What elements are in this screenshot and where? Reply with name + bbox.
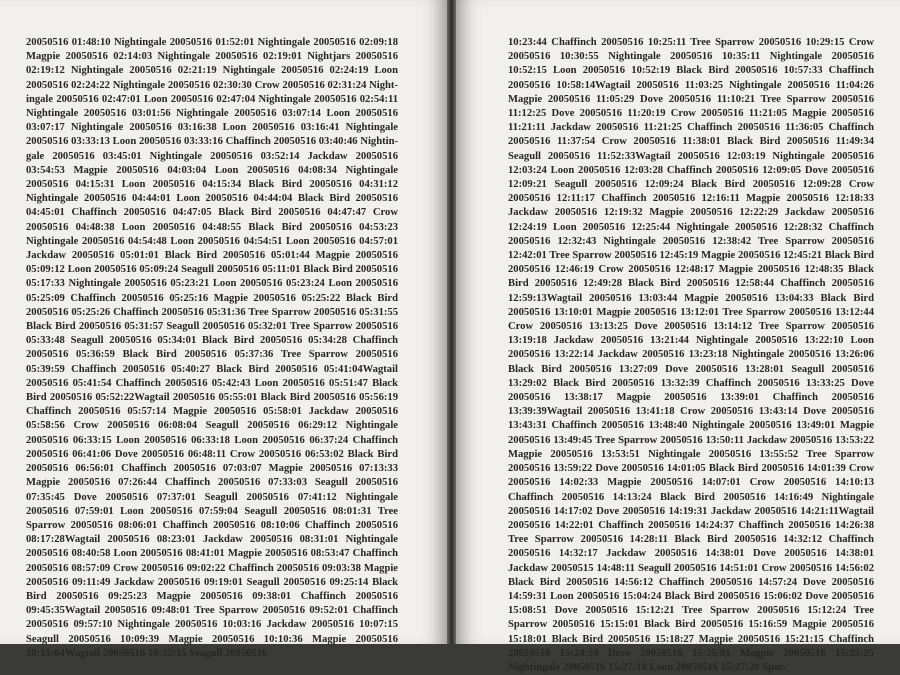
book-gutter [447,0,456,644]
left-page-text: 20050516 01:48:10 Nightingale 20050516 01:52:01 Nightingale 20050516 02:09:18 Magpie 20050516 02:14:03 Nightingale 20050516 02:19:01 Nightjars 20050516 02:19:12 Nightingale 20050516 02:21:19 Nightingale 20050516 02:24:19 Loon 20050516 02:24:22 Nightingale 20050516 02:30:30 Crow 20050516 02:31:24 Nightingale 20050516 02:47:01 Loon 20050516 02:47:04 Nightingale 20050516 02:54:11 Nightingale 20050516 03:01:56 Nightingale 20050516 03:07:14 Loon 20050516 03:07:17 Nightingale 20050516 03:16:38 Loon 20050516 03:16:41 Nightingale 20050516 03:33:13 Loon 20050516 03:33:16 Chaffinch 20050516 03:40:46 Nightingale 20050516 03:45:01 Nightingale 20050516 03:52:14 Jackdaw 20050516 03:54:53 Magpie 20050516 04:03:04 Loon 20050516 04:08:34 Nightingale 20050516 04:15:31 Loon 20050516 04:15:34 Black Bird 20050516 04:31:12 Nightingale 20050516 04:44:01 Loon 20050516 04:44:04 Black Bird 20050516 04:45:01 Chaffinch 20050516 04:47:05 Black Bird 20050516 04:47:47 Crow 20050516 04:48:38 Loon 20050516 04:48:55 Black Bird 20050516 04:53:23 Nightingale 20050516 04:54:48 Loon 20050516 04:54:51 Loon 20050516 04:57:01 Jackdaw 20050516 05:01:01 Black Bird 20050516 05:01:44 Magpie 20050516 05:09:12 Loon 20050516 05:09:24 Seagull 20050516 05:11:01 Black Bird 20050516 05:17:33 Nightingale 20050516 05:23:21 Loon 20050516 05:23:24 Loon 20050516 05:25:09 Chaffinch 20050516 05:25:16 Magpie 20050516 05:25:22 Black Bird 20050516 05:25:26 Chaffinch 20050516 05:31:36 Tree Sparrow 20050516 05:31:55 Black Bird 20050516 05:31:57 Seagull 20050516 05:32:01 Tree Sparrow 20050516 05:33:48 Seagull 20050516 05:34:01 Black Bird 20050516 05:34:28 Chaffinch 20050516 05:36:59 Black Bird 20050516 05:37:36 Tree Sparrow 20050516 05:39:59 Chaffinch 20050516 05:40:27 Black Bird 20050516 05:41:04Wagtail 20050516 05:41:54 Chaffinch 20050516 05:42:43 Loon 20050516 05:51:47 Black Bird 20050516 05:52:22Wagtail 20050516 05:55:01 Black Bird 20050516 05:56:19 Chaffinch 20050516 05:57:14 Magpie 20050516 05:58:01 Jackdaw 20050516 05:58:56 Crow 20050516 06:08:04 Seagull 20050516 06:29:12 Nightingale 20050516 06:33:15 Loon 20050516 06:33:18 Loon 20050516 06:37:24 Chaffinch 20050516 06:41:06 Dove 20050516 06:48:11 Crow 20050516 06:53:02 Black Bird 20050516 06:56:01 Chaffinch 20050516 07:03:07 Magpie 20050516 07:13:33 Magpie 20050516 07:26:44 Chaffinch 20050516 07:33:03 Seagull 20050516 07:35:45 Dove 20050516 07:37:01 Seagull 20050516 07:41:12 Nightingale 20050516 07:59:01 Loon 20050516 07:59:04 Seagull 20050516 08:01:31 Tree Sparrow 20050516 08:06:01 Chaffinch 20050516 08:10:06 Chaffinch 20050516 08:17:28Wagtail 20050516 08:23:01 Jackdaw 20050516 08:31:01 Nightingale 20050516 08:40:58 Loon 20050516 08:41:01 Magpie 20050516 08:53:47 Chaffinch 20050516 08:57:09 Crow 20050516 09:02:22 Chaffinch 20050516 09:03:38 Magpie 20050516 09:11:49 Jackdaw 20050516 09:19:01 Seagull 20050516 09:25:14 Black Bird 20050516 09:25:23 Magpie 20050516 09:38:01 Chaffinch 20050516 09:45:35Wagtail 20050516 09:48:01 Tree Sparrow 20050516 09:52:01 Chaffinch 20050516 09:57:10 Nightingale 20050516 10:03:16 Jackdaw 20050516 10:07:15 Seagull 20050516 10:09:39 Magpie 20050516 10:10:36 Magpie 20050516 10:15:04Wagtail 20050516 10:22:15 Seagull 20050516 [26,37,398,659]
right-page [456,0,900,673]
left-page [0,0,447,659]
right-page-text: 10:23:44 Chaffinch 20050516 10:25:11 Tree Sparrow 20050516 10:29:15 Crow 20050516 10:30:55 Nightingale 20050516 10:35:11 Nightingale 20050516 10:52:15 Loon 20050516 10:52:19 Black Bird 20050516 10:57:33 Chaffinch 20050516 10:58:14Wagtail 20050516 11:03:25 Nightingale 20050516 11:04:26 Magpie 20050516 11:05:29 Dove 20050516 11:10:21 Tree Sparrow 20050516 11:12:25 Dove 20050516 11:20:19 Crow 20050516 11:21:05 Magpie 20050516 11:21:11 Jackdaw 20050516 11:21:25 Chaffinch 20050516 11:36:05 Chaffinch 20050516 11:37:54 Crow 20050516 11:38:01 Black Bird 20050516 11:49:34 Seagull 20050516 11:52:33Wagtail 20050516 12:03:19 Nightingale 20050516 12:03:24 Loon 20050516 12:03:28 Chaffinch 20050516 12:09:05 Dove 20050516 12:09:21 Seagull 20050516 12:09:24 Black Bird 20050516 12:09:28 Crow 20050516 12:11:17 Chaffinch 20050516 12:16:11 Magpie 20050516 12:18:33 Jackdaw 20050516 12:19:32 Magpie 20050516 12:22:29 Jackdaw 20050516 12:24:19 Loon 20050516 12:25:44 Nightingale 20050516 12:28:32 Chaffinch 20050516 12:32:43 Nightingale 20050516 12:38:42 Tree Sparrow 20050516 12:42:01 Tree Sparrow 20050516 12:45:19 Magpie 20050516 12:45:21 Black Bird 20050516 12:46:19 Crow 20050516 12:48:17 Magpie 20050516 12:48:35 Black Bird 20050516 12:49:28 Black Bird 20050516 12:58:44 Chaffinch 20050516 12:59:13Wagtail 20050516 13:03:44 Magpie 20050516 13:04:33 Black Bird 20050516 13:10:01 Magpie 20050516 13:12:01 Tree Sparrow 20050516 13:12:44 Crow 20050516 13:13:25 Dove 20050516 13:14:12 Tree Sparrow 20050516 13:19:18 Jackdaw 20050516 13:21:44 Nightingale 20050516 13:22:10 Loon 20050516 13:22:14 Jackdaw 20050516 13:23:18 Nightingale 20050516 13:26:06 Black Bird 20050516 13:27:09 Dove 20050516 13:28:01 Seagull 20050516 13:29:02 Black Bird 20050516 13:32:39 Chaffinch 20050516 13:33:25 Dove 20050516 13:38:17 Magpie 20050516 13:39:01 Chaffinch 20050516 13:39:39Wagtail 20050516 13:41:18 Crow 20050516 13:43:14 Dove 20050516 13:43:31 Chaffinch 20050516 13:48:40 Nightingale 20050516 13:49:01 Magpie 20050516 13:49:45 Tree Sparrow 20050516 13:50:11 Jackdaw 20050516 13:53:22 Magpie 20050516 13:53:51 Nightingale 20050516 13:55:52 Tree Sparrow 20050516 13:59:22 Dove 20050516 14:01:05 Black Bird 20050516 14:01:39 Crow 20050516 14:02:33 Magpie 20050516 14:07:01 Crow 20050516 14:10:13 Chaffinch 20050516 14:13:24 Black Bird 20050516 14:16:49 Nightingale 20050516 14:17:02 Dove 20050516 14:19:31 Jackdaw 20050516 14:21:11Wagtail 20050516 14:22:01 Chaffinch 20050516 14:24:37 Chaffinch 20050516 14:26:38 Tree Sparrow 20050516 14:28:11 Black Bird 20050516 14:32:12 Chaffinch 20050516 14:32:17 Jackdaw 20050516 14:38:01 Dove 20050516 14:38:01 Jackdaw 20050515 14:48:11 Seagull 20050516 14:51:01 Crow 20050516 14:56:02 Black Bird 20050516 14:56:12 Chaffinch 20050516 14:57:24 Dove 20050516 14:59:31 Loon 20050516 15:04:24 Black Bird 20050516 15:06:02 Dove 20050516 15:08:51 Dove 20050516 15:12:21 Tree Sparrow 20050516 15:12:24 Tree Sparrow 20050516 15:15:01 Black Bird 20050516 15:16:59 Magpie 20050516 15:18:01 Black Bird 20050516 15:18:27 Magpie 20050516 15:21:15 Chaffinch 20050516 15:24:24 Dove 20050516 15:25:01 Magpie 20050516 15:25:25 Nightingale 20050516 15:27:18 Loon 20050516 15:27:20 Spar- [508,37,874,673]
